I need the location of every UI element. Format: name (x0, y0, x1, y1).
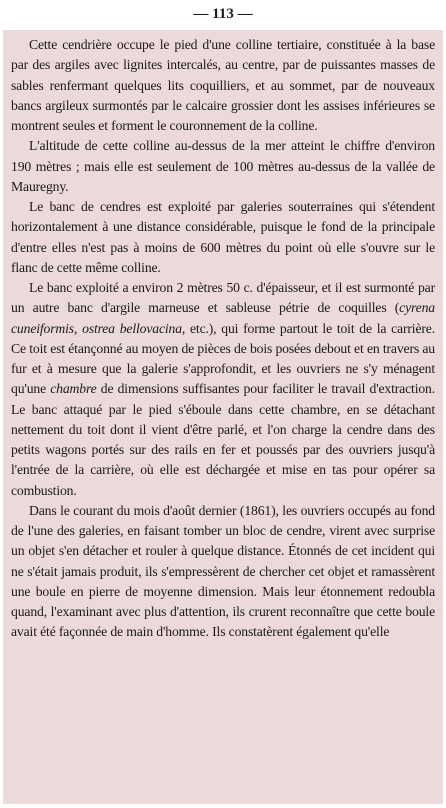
paragraph-4 (11, 278, 435, 501)
paragraph-2 (11, 136, 435, 197)
paragraph-1 (11, 35, 435, 136)
paragraph-3 (11, 197, 435, 278)
chambre-term: chambre (50, 381, 97, 397)
species-names: cyrena cuneiformis, ostrea bellovacina (11, 300, 435, 336)
paragraph-text: Cette cendrière occupe le pied d'une colline tertiaire, constituée à la base par des argiles avec lignites intercalés, au centre, par de puissantes masses de sables renfermant quelques lits coquilliers, et au sommet, par de nouveaux bancs argileux surmontés par le calcaire grossier dont les assises inférieures se montrent seules et forment le couronnement de la colline. (11, 37, 435, 133)
paragraph-text: Le banc de cendres est exploité par galeries souterraines qui s'étendent horizontalement à une distance considérable, puisque le fond de la principale d'entre elles n'est pas à moins de 600 mètres du point où elle s'ouvre sur le flanc de cette même colline. (11, 199, 435, 275)
paragraph-text: , etc.), qui forme partout le toit de la carrière. Ce toit est étançonné au moyen de pièces de bois posées debout et en travers au fur et à mesure que la galerie s'approfondit, et les ouvriers ne s'y ménagent qu'une (11, 320, 435, 397)
paragraph-text: Dans le courant du mois d'août dernier (1861), les ouvriers occupés au fond de l'une des galeries, en faisant tomber un bloc de cendre, virent avec surprise un objet s'en détacher et rouler à quelque distance. Étonnés de cet incident qui ne s'était jamais produit, ils s'empressèrent de chercher cet objet et ramassèrent une boule en pierre de moyenne dimension. Mais leur étonnement redoubla quand, l'examinant avec plus d'attention, ils crurent reconnaître que cette boule avait été façonnée de main d'homme. Ils constatèrent également qu'elle (11, 502, 435, 640)
paragraph-text: Le banc exploité a environ 2 mètres 50 c. d'épaisseur, et il est surmonté par un autre banc d'argile marneuse et sableuse pétrie de coquilles ( (11, 280, 435, 316)
text-body (3, 30, 443, 804)
paragraph-text: L'altitude de cette colline au-dessus de la mer atteint le chiffre d'environ 190 mètres ; mais elle est seulement de 100 mètres au-dessus de la vallée de Mauregny. (11, 138, 435, 194)
paragraph-5 (11, 501, 435, 643)
page-number: — 113 — (193, 6, 253, 22)
paragraph-text: de dimensions suffisantes pour faciliter le travail d'extraction. Le banc attaqué par le pied s'éboule dans cette chambre, en se détachant nettement du toit dont il vient d'être parlé, et l'on charge la cendre dans des petits wagons portés sur des rails en fer et poussés par des ouvriers jusqu'à l'entrée de la carrière, où elle est déchargée et mise en tas pour opérer sa combustion. (11, 381, 436, 498)
